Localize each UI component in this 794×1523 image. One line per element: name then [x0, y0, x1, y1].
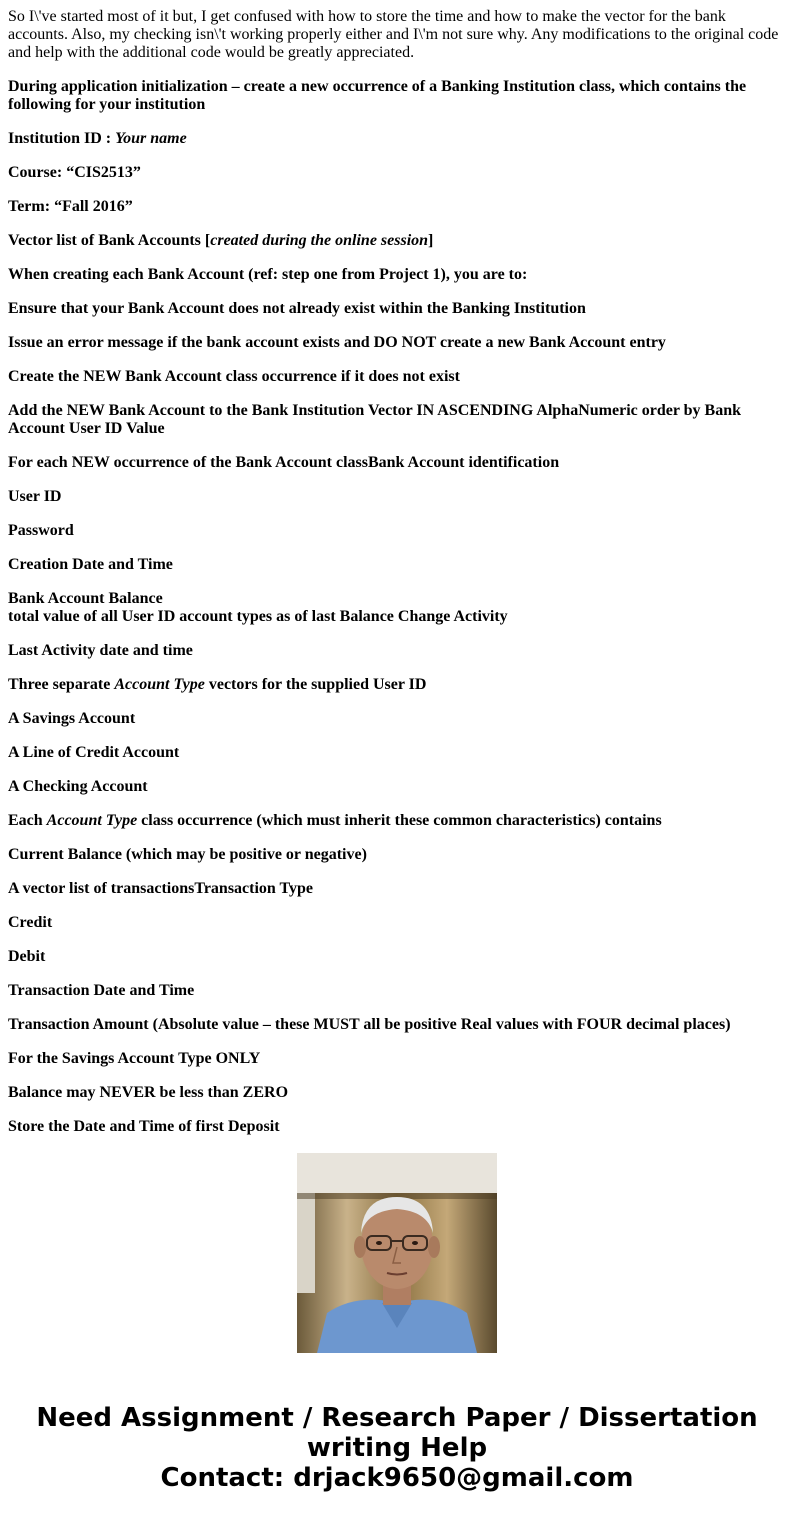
three-pre: Three separate: [8, 676, 115, 693]
each-post: class occurrence (which must inherit these common characteristics) contains: [137, 812, 662, 829]
never-zero-line: Balance may NEVER be less than ZERO: [8, 1084, 289, 1101]
three-post: vectors for the supplied User ID: [204, 676, 427, 693]
term-line: Term: “Fall 2016”: [8, 198, 133, 215]
issue-error-line: Issue an error message if the bank account exists and DO NOT create a new Bank Account entry: [8, 334, 666, 351]
debit-line: Debit: [8, 948, 46, 965]
for-each-line: For each NEW occurrence of the Bank Account classBank Account identification: [8, 454, 560, 471]
savings-line: A Savings Account: [8, 710, 136, 727]
vector-list-label: Vector list of Bank Accounts [: [8, 232, 211, 249]
password-line: Password: [8, 522, 74, 539]
promo-line-1: Need Assignment / Research Paper / Dissertation: [36, 1403, 758, 1433]
current-balance-line: Current Balance (which may be positive or negative): [8, 846, 367, 863]
balance-desc: total value of all User ID account types as of last Balance Change Activity: [8, 608, 508, 625]
course-line: Course: “CIS2513”: [8, 164, 141, 181]
vector-list-close: ]: [428, 232, 434, 249]
creating-heading: When creating each Bank Account (ref: step one from Project 1), you are to:: [8, 266, 528, 283]
each-pre: Each: [8, 812, 47, 829]
each-type-line: [8, 812, 786, 830]
vector-transactions-line: A vector list of transactionsTransaction Type: [8, 880, 314, 897]
question-body: [8, 0, 786, 1135]
promo-banner: [0, 1403, 794, 1493]
savings-only-line: For the Savings Account Type ONLY: [8, 1050, 261, 1067]
avatar: [297, 1153, 497, 1353]
balance-block: [8, 590, 786, 626]
create-new-line: Create the NEW Bank Account class occurrence if it does not exist: [8, 368, 460, 385]
transaction-datetime-line: Transaction Date and Time: [8, 982, 195, 999]
creation-line: Creation Date and Time: [8, 556, 173, 573]
user-id-line: User ID: [8, 488, 62, 505]
intro-paragraph: So I\'ve started most of it but, I get confused with how to store the time and how to make the vector for the bank accounts. Also, my checking isn\'t working properly either and I\'m not sure why. Any modifications to the original code and help with the additional code would be greatly appreciated.: [8, 8, 779, 61]
promo-contact-line: Contact: drjack9650@gmail.com: [160, 1463, 634, 1493]
vector-list-note: created during the online session: [210, 232, 429, 249]
institution-id-label: Institution ID :: [8, 130, 116, 147]
ensure-line: Ensure that your Bank Account does not already exist within the Banking Institution: [8, 300, 586, 317]
line-of-credit-line: A Line of Credit Account: [8, 744, 180, 761]
vector-list-line: [8, 232, 786, 250]
store-first-deposit-line: Store the Date and Time of first Deposit: [8, 1118, 280, 1135]
promo-line-2: writing Help: [306, 1433, 488, 1463]
three-vectors-line: [8, 676, 786, 694]
each-em: Account Type: [46, 812, 138, 829]
last-activity-line: Last Activity date and time: [8, 642, 193, 659]
three-em: Account Type: [114, 676, 205, 693]
transaction-amount-line: Transaction Amount (Absolute value – these MUST all be positive Real values with FOUR decimal places): [8, 1016, 731, 1033]
checking-line: A Checking Account: [8, 778, 148, 795]
add-new-line: Add the NEW Bank Account to the Bank Institution Vector IN ASCENDING AlphaNumeric order by Bank Account User ID Value: [8, 402, 742, 437]
avatar-portrait-image: [297, 1153, 497, 1353]
credit-line: Credit: [8, 914, 53, 931]
init-heading: During application initialization – create a new occurrence of a Banking Institution class, which contains the following for your institution: [8, 78, 747, 113]
balance-title: Bank Account Balance: [8, 590, 163, 607]
institution-id-value: Your name: [115, 130, 187, 147]
institution-id-line: [8, 130, 786, 148]
